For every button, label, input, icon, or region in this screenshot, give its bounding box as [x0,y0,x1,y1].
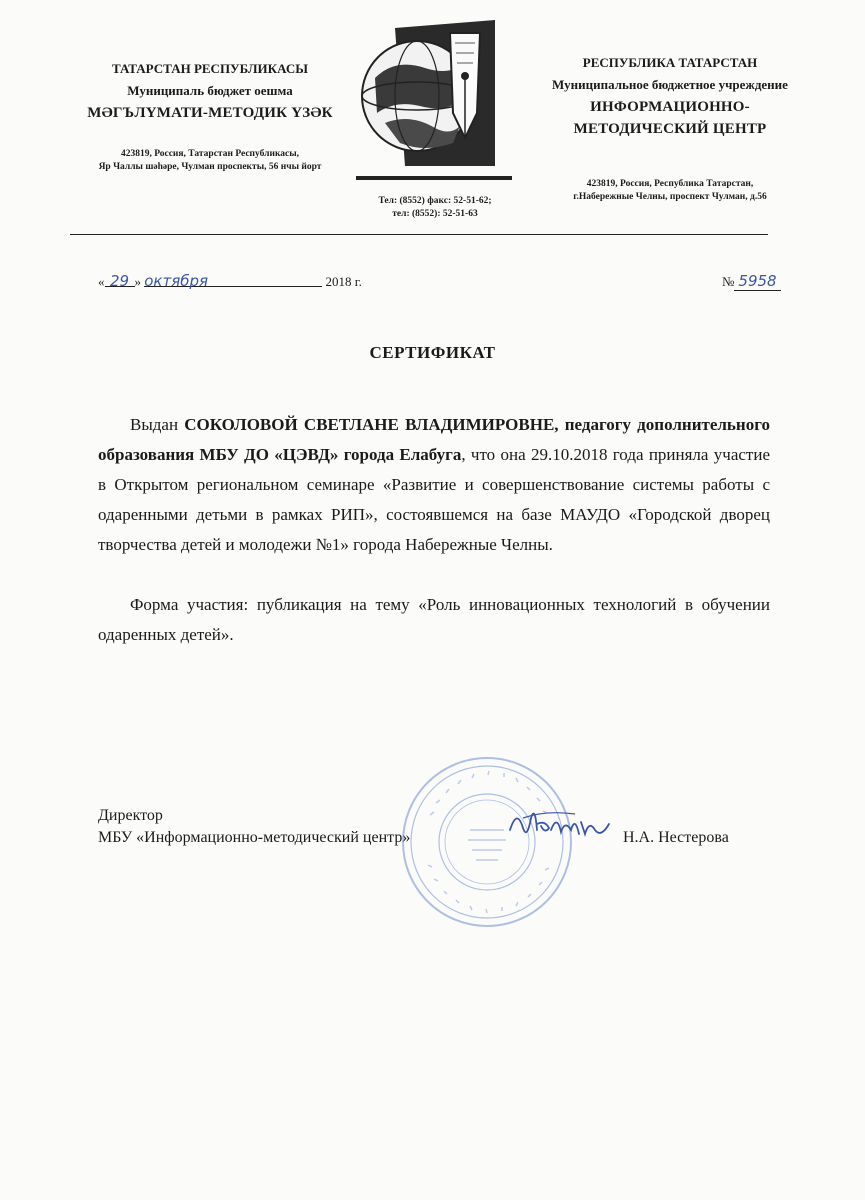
document-number [722,272,781,290]
header-contact [355,195,515,221]
signature-block [98,805,410,849]
body-p1-recipient: СОКОЛОВОЙ СВЕТЛАНЕ ВЛАДИМИРОВНЕ, педагогу дополнительного образования МБУ ДО «ЦЭВД» города Елабуга [98,415,770,464]
number-label: № [722,274,735,289]
header-left-line2: Муниципаль бюджет оешма [127,83,293,98]
header-right-line4: МЕТОДИЧЕСКИЙ ЦЕНТР [573,121,767,137]
header-left-tatar [40,58,380,174]
body-paragraph-2: Форма участия: публикация на тему «Роль инновационных технологий в обучении одаренных детей». [98,595,770,644]
paragraph-gap [98,560,770,590]
date-year: 2018 г. [325,274,362,289]
header-right-address [520,178,820,204]
body-p1-rest: , что она 29.10.2018 года приняла участие в Открытом региональном семинаре «Развитие и совершенствование системы работы с одаренными детьми в рамках РИП», состоявшемся на базе МАУДО «Городской дворец творчества детей и молодежи №1» города Набережные Челны. [98,445,770,554]
header-left-line3: МӘГЪЛҮМАТИ-МЕТОДИК ҮЗӘК [87,105,333,121]
header-right-russian [520,52,820,204]
date-quote-open: « [98,274,105,289]
certificate-body [98,410,770,650]
date-quote-close: » [134,274,141,289]
body-paragraph-1 [98,410,770,560]
header-right-line2: Муниципальное бюджетное учреждение [552,77,788,92]
contact-line1: Тел: (8552) факс: 52-51-62; [378,196,492,206]
header-right-line3: ИНФОРМАЦИОННО- [590,99,750,115]
body-p1-lead: Выдан [130,415,185,434]
header-right-addr2: г.Набережные Челны, проспект Чулман, д.56 [573,192,767,202]
logo-underline-bar [356,176,512,180]
header-left-line1: ТАТАРСТАН РЕСПУБЛИКАСЫ [112,61,308,76]
signer-role: Директор [98,807,163,824]
header-left-addr2: Яр Чаллы шәһәре, Чулман проспекты, 56 нчы йорт [98,162,322,172]
page-title: СЕРТИФИКАТ [369,343,496,362]
globe-pen-logo-icon [355,18,500,168]
contact-line2: тел: (8552): 52-51-63 [392,209,478,219]
date-day: 29 [105,272,135,287]
header-right-line1: РЕСПУБЛИКА ТАТАРСТАН [582,55,758,70]
header-divider [70,234,768,235]
number-value: 5958 [734,272,780,291]
date-month: октября [144,272,322,287]
header-left-address [40,148,380,174]
handwritten-signature-icon [505,800,615,850]
document-date [98,272,362,290]
signer-organization: МБУ «Информационно-методический центр» [98,829,411,846]
header-right-addr1: 423819, Россия, Республика Татарстан, [586,179,754,189]
header-left-addr1: 423819, Россия, Татарстан Республикасы, [120,149,300,159]
signer-name: Н.А. Нестерова [623,829,729,846]
